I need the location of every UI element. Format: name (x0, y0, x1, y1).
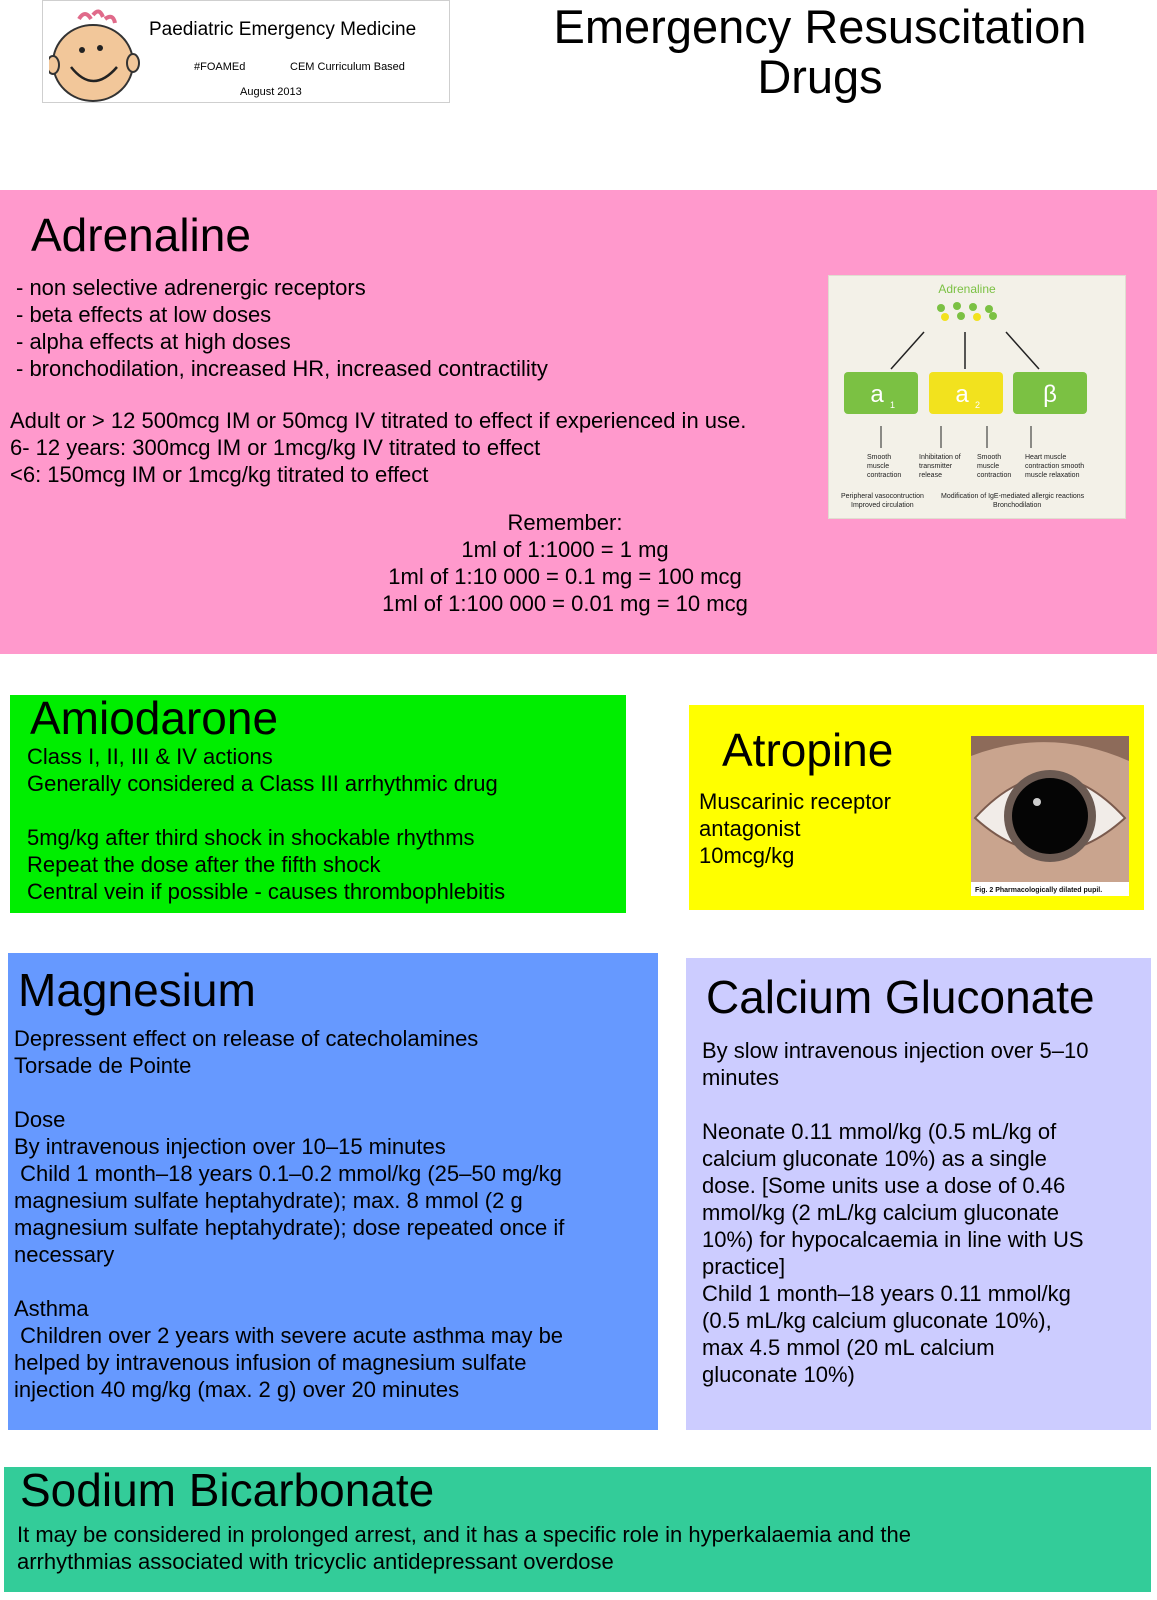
text-line: Children over 2 years with severe acute asthma may be (14, 1323, 564, 1348)
effect-text: Smooth (977, 454, 1002, 461)
molecule-dots-icon (937, 302, 997, 321)
text-line: max 4.5 mmol (20 mL calcium (702, 1335, 995, 1360)
sodium-bicarbonate-panel (4, 1464, 1151, 1592)
text-line: (0.5 mL/kg calcium gluconate 10%), (702, 1308, 1052, 1333)
text-line: magnesium sulfate heptahydrate); max. 8 mmol (2 g (14, 1188, 523, 1213)
effect-text: Inhibitation of (919, 454, 961, 461)
amiodarone-text (27, 743, 505, 905)
text-line: helped by intravenous infusion of magnesium sulfate (14, 1350, 527, 1375)
effect-text: transmitter (919, 463, 953, 470)
sodium-text (17, 1521, 911, 1575)
effect-text: release (919, 472, 942, 479)
text-line: Generally considered a Class III arrhythmic drug (27, 771, 498, 796)
text-line: By slow intravenous injection over 5–10 (702, 1038, 1089, 1063)
page-title-line: Emergency Resuscitation (553, 0, 1087, 53)
effect-text: Modification of IgE-mediated allergic reactions (941, 493, 1085, 500)
logo-curriculum: CEM Curriculum Based (290, 61, 405, 73)
text-line: necessary (14, 1242, 115, 1267)
effect-text: muscle (977, 463, 1000, 470)
dilated-pupil-photo (971, 736, 1129, 896)
calcium-text (702, 1037, 1088, 1388)
effect-text: contraction smooth (1025, 463, 1085, 470)
text-line: Depressent effect on release of catecholamines (14, 1026, 479, 1051)
effect-text: Improved circulation (851, 502, 914, 509)
atropine-text (699, 788, 891, 869)
effect-text: Bronchodilation (993, 502, 1042, 509)
sodium-heading: Sodium Bicarbonate (20, 1464, 435, 1516)
dosing-line: Adult or > 12 500mcg IM or 50mcg IV titrated to effect if experienced in use. (10, 408, 747, 433)
adrenaline-panel (0, 190, 1157, 654)
text-line: Dose (14, 1107, 66, 1132)
amiodarone-panel (10, 692, 626, 913)
effect-text: Smooth (867, 454, 892, 461)
effect-text: contraction (977, 472, 1012, 479)
remember-line: 1ml of 1:100 000 = 0.01 mg = 10 mcg (382, 591, 748, 616)
text-line: 10%) for hypocalcaemia in line with US (702, 1227, 1084, 1252)
remember-line: Remember: (507, 510, 623, 535)
text-line: magnesium sulfate heptahydrate); dose repeated once if (14, 1215, 565, 1240)
page-title-line: Drugs (757, 50, 883, 103)
logo-tag: #FOAMEd (194, 61, 246, 73)
list-item: - bronchodilation, increased HR, increased contractility (16, 356, 548, 381)
effect-text: Peripheral vasocontruction (841, 493, 924, 500)
alpha1-subscript: 1 (890, 400, 896, 410)
magnesium-panel (8, 953, 658, 1430)
text-line: arrhythmias associated with tricyclic antidepressant overdose (17, 1549, 614, 1574)
alpha1-label: a (870, 381, 884, 408)
text-line: mmol/kg (2 mL/kg calcium gluconate (702, 1200, 1060, 1225)
effect-text: muscle relaxation (1025, 472, 1080, 479)
text-line: 10mcg/kg (699, 843, 795, 868)
list-item: - beta effects at low doses (16, 302, 272, 327)
alpha2-subscript: 2 (975, 400, 981, 410)
text-line: Class I, II, III & IV actions (27, 744, 273, 769)
adrenaline-receptor-diagram (828, 275, 1126, 519)
text-line: Muscarinic receptor (699, 789, 891, 814)
text-line: Child 1 month–18 years 0.11 mmol/kg (702, 1281, 1071, 1306)
text-line: 5mg/kg after third shock in shockable rhythms (27, 825, 475, 850)
text-line: It may be considered in prolonged arrest, and it has a specific role in hyperkalaemia and the (17, 1522, 911, 1547)
text-line (702, 1091, 1088, 1118)
remember-line: 1ml of 1:1000 = 1 mg (461, 537, 669, 562)
adrenaline-bullets (16, 274, 548, 382)
calcium-gluconate-panel (686, 958, 1151, 1430)
text-line: gluconate 10%) (702, 1362, 855, 1387)
text-line: Child 1 month–18 years 0.1–0.2 mmol/kg (25–50 mg/kg (14, 1161, 562, 1186)
eye-icon (971, 736, 1129, 896)
atropine-panel (689, 705, 1144, 910)
magnesium-text (14, 1025, 564, 1403)
text-line: minutes (702, 1065, 780, 1090)
diagram-title: Adrenaline (938, 282, 996, 296)
adrenaline-remember (340, 509, 790, 617)
page-title (530, 2, 1110, 102)
text-line: injection 40 mg/kg (max. 2 g) over 20 minutes (14, 1377, 460, 1402)
logo-title: Paediatric Emergency Medicine (149, 19, 417, 40)
amiodarone-heading: Amiodarone (30, 692, 279, 744)
list-item: - alpha effects at high doses (16, 329, 291, 354)
baby-face-icon (49, 5, 143, 103)
effect-text: muscle (867, 463, 890, 470)
atropine-heading: Atropine (722, 724, 894, 776)
text-line: dose. [Some units use a dose of 0.46 (702, 1173, 1066, 1198)
text-line: practice] (702, 1254, 786, 1279)
text-line: Repeat the dose after the fifth shock (27, 852, 381, 877)
alpha2-label: a (955, 381, 969, 408)
logo-date: August 2013 (240, 86, 302, 98)
text-line: calcium gluconate 10%) as a single (702, 1146, 1047, 1171)
text-line: Neonate 0.11 mmol/kg (0.5 mL/kg of (702, 1119, 1057, 1144)
header-logo-box (42, 0, 450, 103)
text-line: antagonist (699, 816, 801, 841)
image-caption: Fig. 2 Pharmacologically dilated pupil. (975, 887, 1103, 894)
remember-line: 1ml of 1:10 000 = 0.1 mg = 100 mcg (388, 564, 742, 589)
effect-text: contraction (867, 472, 902, 479)
effect-labels (841, 454, 1085, 509)
text-line: By intravenous injection over 10–15 minutes (14, 1134, 446, 1159)
beta-label: β (1043, 381, 1057, 408)
adrenaline-dosing (10, 407, 746, 488)
text-line: Torsade de Pointe (14, 1053, 192, 1078)
adrenaline-heading: Adrenaline (31, 209, 251, 261)
calcium-heading: Calcium Gluconate (706, 971, 1095, 1023)
text-line (27, 797, 505, 824)
effect-text: Heart muscle (1025, 454, 1067, 461)
text-line: Central vein if possible - causes thrombophlebitis (27, 879, 506, 904)
dosing-line: <6: 150mcg IM or 1mcg/kg titrated to effect (10, 462, 429, 487)
list-item: - non selective adrenergic receptors (16, 275, 366, 300)
text-line (14, 1268, 564, 1295)
magnesium-heading: Magnesium (18, 964, 256, 1016)
receptor-diagram-svg (829, 276, 1125, 518)
text-line (14, 1079, 564, 1106)
text-line: Asthma (14, 1296, 89, 1321)
dosing-line: 6- 12 years: 300mcg IM or 1mcg/kg IV titrated to effect (10, 435, 541, 460)
